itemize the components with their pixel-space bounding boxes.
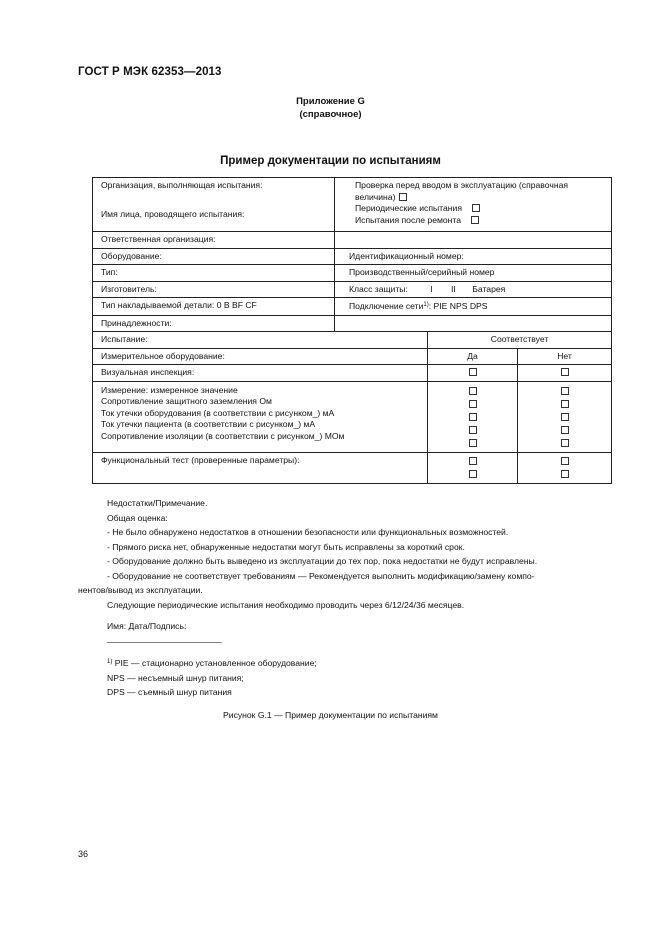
- protection-class-label: Класс защиты:: [349, 283, 408, 294]
- equipment-label: Оборудование:: [93, 248, 335, 265]
- notes-section: [78, 496, 607, 612]
- functional-no-cell: [518, 452, 612, 483]
- measurements-cell: [93, 381, 428, 452]
- footnote-marker: 1): [107, 659, 113, 665]
- measuring-equipment-label: Измерительное оборудование:: [93, 348, 428, 365]
- responsible-org-value[interactable]: [335, 232, 612, 249]
- class-1-option[interactable]: I: [430, 283, 433, 294]
- footnote-nps: NPS — несъемный шнур питания;: [107, 672, 244, 683]
- assessment-continuation: нентов/вывод из эксплуатации.: [78, 585, 203, 595]
- figure-caption: Рисунок G.1 — Пример документации по испытаниям: [223, 710, 438, 720]
- visual-inspection-label: Визуальная инспекция:: [93, 365, 428, 382]
- checkbox-measure-yes[interactable]: [469, 439, 477, 447]
- test-documentation-form: [92, 177, 612, 484]
- test-type-initial: Проверка перед вводом в эксплуатацию (справочная величина): [355, 180, 569, 202]
- assessment-option: - Не было обнаружено недостатков в отношении безопасности или функциональных возможностей.: [107, 527, 509, 537]
- measurement-line: Сопротивление изоляции (в соответствии с рисунком_) МОм: [101, 430, 345, 441]
- checkbox-functional-yes[interactable]: [469, 470, 477, 478]
- checkbox-measure-no[interactable]: [561, 426, 569, 434]
- org-label: Организация, выполняющая испытания:: [101, 180, 263, 190]
- assessment-option: - Прямого риска нет, обнаруженные недостатки могут быть исправлены за короткий срок.: [107, 541, 465, 552]
- manufacturer-label: Изготовитель:: [93, 281, 335, 298]
- checkbox-measure-yes[interactable]: [469, 387, 477, 395]
- serial-label: Производственный/серийный номер: [335, 265, 612, 282]
- protection-class-cell: [335, 281, 612, 298]
- functional-yes-cell: [428, 452, 518, 483]
- checkbox-measure-no[interactable]: [561, 387, 569, 395]
- org-person-cell: [93, 178, 335, 232]
- identification-label: Идентификационный номер:: [335, 248, 612, 265]
- standard-header: ГОСТ Р МЭК 62353—2013: [78, 66, 222, 78]
- test-label: Испытание:: [93, 332, 428, 349]
- assessment-option: - Оборудование не соответствует требованиям — Рекомендуется выполнить модификацию/замену компо-: [107, 570, 535, 581]
- checkbox-functional-no[interactable]: [561, 470, 569, 478]
- checkbox-repair[interactable]: [471, 216, 479, 224]
- person-label: Имя лица, проводящего испытания:: [101, 208, 245, 219]
- checkbox-measure-no[interactable]: [561, 439, 569, 447]
- measurement-line: Ток утечки оборудования (в соответствии с рисунком_) мА: [101, 407, 335, 418]
- checkbox-measure-no[interactable]: [561, 413, 569, 421]
- visual-no-cell: [518, 365, 612, 382]
- yes-header: Да: [428, 348, 518, 365]
- checkbox-measure-no[interactable]: [561, 400, 569, 408]
- signature-line: ________________________: [107, 633, 222, 643]
- footnotes: [107, 655, 607, 700]
- signature-label: Имя: Дата/Подпись:: [107, 621, 187, 631]
- checkbox-visual-yes[interactable]: [469, 368, 477, 376]
- test-type-cell: [335, 178, 612, 232]
- accessories-value[interactable]: [335, 315, 612, 332]
- mains-footnote-marker: 1): [423, 302, 429, 308]
- accessories-label: Принадлежности:: [93, 315, 335, 332]
- complies-header: Соответствует: [428, 332, 612, 349]
- visual-yes-cell: [428, 365, 518, 382]
- deficiencies-label: Недостатки/Примечание.: [107, 498, 208, 508]
- checkbox-visual-no[interactable]: [561, 368, 569, 376]
- checkbox-measure-yes[interactable]: [469, 426, 477, 434]
- checkbox-initial[interactable]: [399, 193, 407, 201]
- checkbox-periodic[interactable]: [472, 204, 480, 212]
- measurements-yes-cell: [428, 381, 518, 452]
- measurement-line: Ток утечки пациента (в соответствии с рисунком_) мА: [101, 419, 316, 429]
- checkbox-measure-yes[interactable]: [469, 400, 477, 408]
- page-number: 36: [78, 849, 89, 859]
- measurements-no-cell: [518, 381, 612, 452]
- test-type-repair: Испытания после ремонта: [355, 214, 462, 225]
- footnote-dps: DPS — съемный шнур питания: [107, 687, 232, 697]
- class-battery-option[interactable]: Батарея: [472, 283, 506, 294]
- checkbox-measure-yes[interactable]: [469, 413, 477, 421]
- mains-connection-label: Подключение сети: [349, 301, 424, 311]
- test-type-periodic: Периодические испытания: [355, 203, 462, 213]
- measurement-line: Измерение: измеренное значение: [101, 384, 238, 395]
- type-label: Тип:: [93, 265, 335, 282]
- no-header: Нет: [518, 348, 612, 365]
- overall-assessment-label: Общая оценка:: [107, 512, 168, 523]
- document-title: Пример документации по испытаниям: [220, 155, 441, 167]
- checkbox-functional-yes[interactable]: [469, 457, 477, 465]
- mains-options: : PIE NPS DPS: [428, 301, 488, 311]
- functional-test-label: Функциональный тест (проверенные параметры):: [93, 452, 428, 483]
- class-2-option[interactable]: II: [451, 283, 456, 294]
- annex-title: Приложение G: [296, 96, 365, 107]
- responsible-org-label: Ответственная организация:: [93, 232, 335, 249]
- assessment-option: - Оборудование должно быть выведено из эксплуатации до тех пор, пока недостатки не будут исправлены.: [107, 556, 538, 566]
- mains-connection-cell: [335, 298, 612, 316]
- measurement-line: Сопротивление защитного заземления Ом: [101, 396, 272, 406]
- checkbox-functional-no[interactable]: [561, 457, 569, 465]
- next-tests-text: Следующие периодические испытания необходимо проводить через 6/12/24/36 месяцев.: [107, 599, 465, 610]
- annex-subtitle: (справочное): [299, 109, 362, 120]
- footnote-pie: PIE — стационарно установленное оборудование;: [112, 658, 317, 668]
- applied-part-label: Тип накладываемой детали: 0 B BF CF: [93, 298, 335, 316]
